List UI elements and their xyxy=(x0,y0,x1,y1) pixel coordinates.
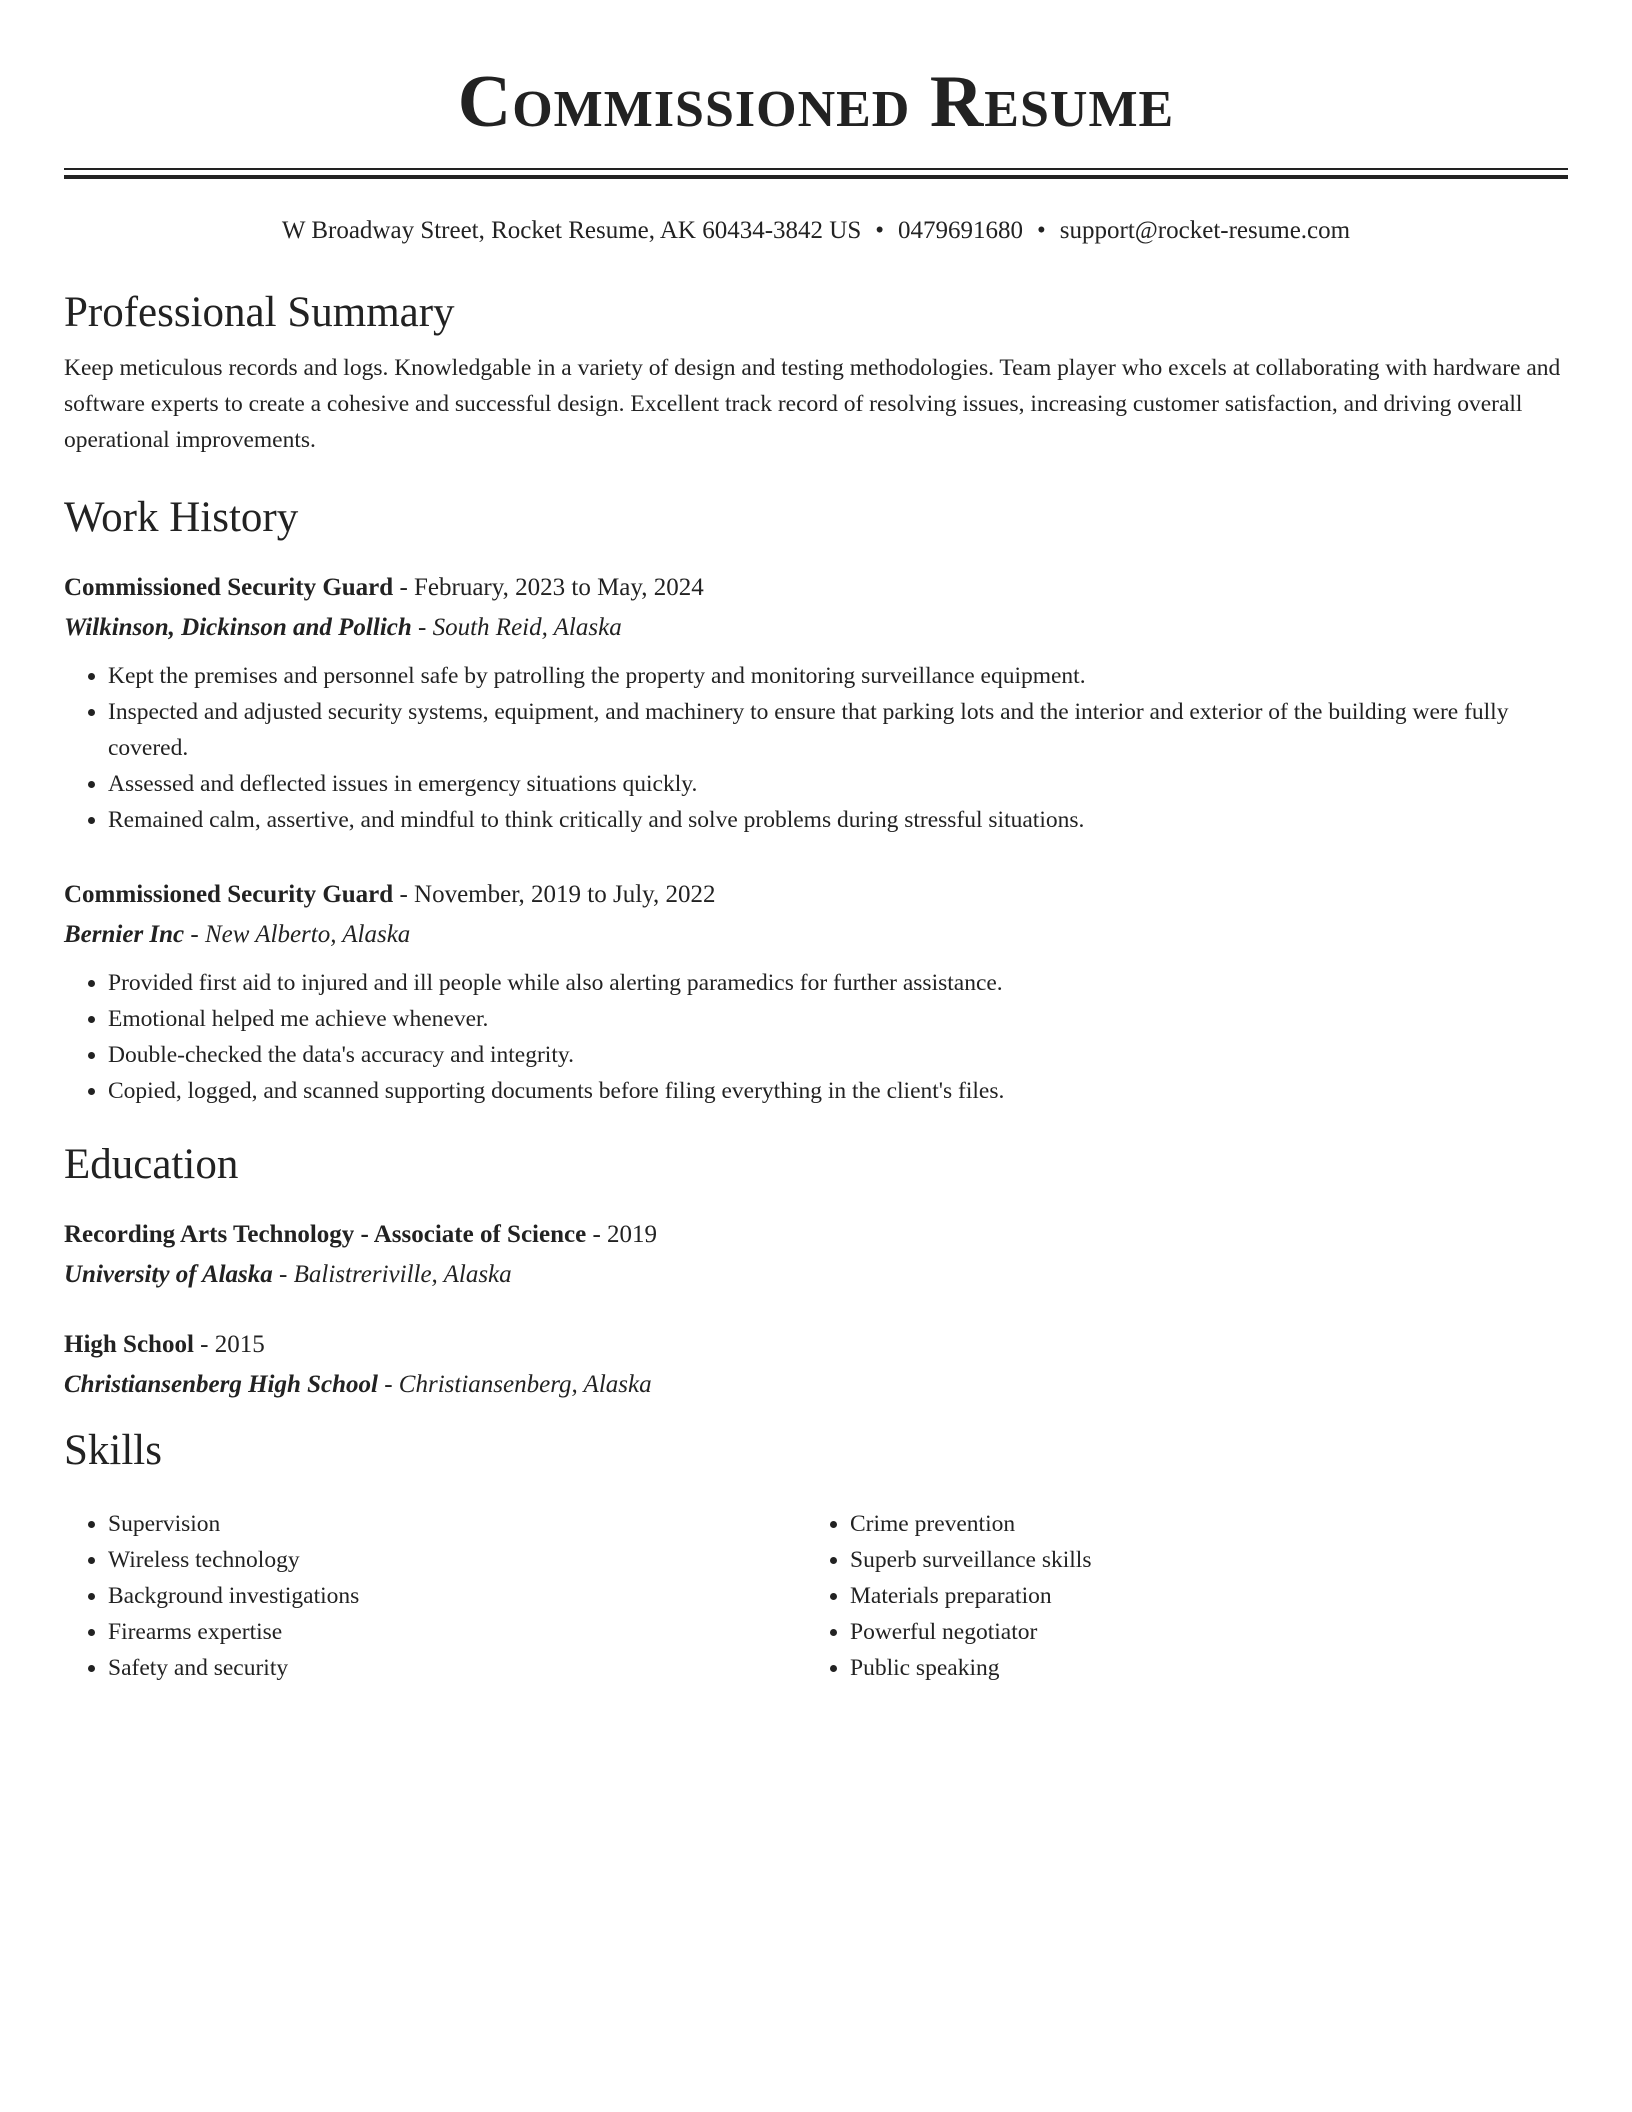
summary-text: Keep meticulous records and logs. Knowledgable in a variety of design and testing methodologies. Team player who excels at collaborating with hardware and software experts to create a cohesive and successful design. Excellent track record of resolving issues, increasing customer satisfaction, and driving overall operational improvements. xyxy=(64,355,1561,453)
list-item: • Firearms expertise xyxy=(108,1614,764,1650)
list-item: • Safety and security xyxy=(108,1650,764,1686)
list-item: • Inspected and adjusted security systems, equipment, and machinery to ensure that parking lots and the interior and exterior of the building were fully covered. xyxy=(108,694,1568,766)
education-section xyxy=(64,1138,1568,1192)
list-item: • Wireless technology xyxy=(108,1542,764,1578)
section-heading: Skills xyxy=(64,1427,162,1474)
contact-email: support@rocket-resume.com xyxy=(1059,217,1351,244)
list-item: • Emotional helped me achieve whenever. xyxy=(108,1001,1568,1037)
school-location: - Christiansenberg, Alaska xyxy=(377,1371,652,1398)
job-duties-list xyxy=(64,658,1568,838)
list-item: • Background investigations xyxy=(108,1578,764,1614)
job-duties-list xyxy=(64,965,1568,1109)
school-name: University of Alaska xyxy=(64,1261,273,1288)
job-company: Wilkinson, Dickinson and Pollich xyxy=(64,614,412,641)
skills-section xyxy=(64,1424,1568,1478)
list-item: • Kept the premises and personnel safe by patrolling the property and monitoring surveillance equipment. xyxy=(108,658,1568,694)
summary-section xyxy=(64,286,1568,458)
job-dates: - November, 2019 to July, 2022 xyxy=(393,881,716,908)
job-entry xyxy=(64,570,1568,838)
skills-column-right xyxy=(806,1506,1506,1686)
contact-separator: • xyxy=(875,217,885,244)
job-location: - South Reid, Alaska xyxy=(411,614,622,641)
list-item: • Assessed and deflected issues in emergency situations quickly. xyxy=(108,766,1568,802)
list-item: • Copied, logged, and scanned supporting documents before filing everything in the client's files. xyxy=(108,1073,1568,1109)
list-item: • Superb surveillance skills xyxy=(850,1542,1506,1578)
section-heading: Education xyxy=(64,1141,239,1188)
contact-line xyxy=(64,213,1568,249)
school-name: Christiansenberg High School xyxy=(64,1371,378,1398)
contact-separator: • xyxy=(1037,217,1046,244)
job-title: Commissioned Security Guard xyxy=(64,574,394,601)
degree-name: High School xyxy=(64,1331,194,1358)
contact-phone: 0479691680 xyxy=(898,217,1024,244)
list-item: • Provided first aid to injured and ill people while also alerting paramedics for further assistance. xyxy=(108,965,1568,1001)
skills-list xyxy=(806,1506,1506,1686)
section-heading: Work History xyxy=(64,494,299,541)
resume-title: Commissioned Resume xyxy=(457,61,1175,143)
education-entry xyxy=(64,1217,1568,1293)
title-divider-thin xyxy=(64,168,1568,170)
degree-year: - 2015 xyxy=(193,1331,265,1358)
list-item: • Supervision xyxy=(108,1506,764,1542)
title-divider-thick xyxy=(64,175,1568,179)
degree-name: Recording Arts Technology - Associate of Science xyxy=(64,1221,587,1248)
skills-list xyxy=(64,1506,764,1686)
skills-columns xyxy=(64,1506,1568,1706)
skills-column-left xyxy=(64,1506,764,1686)
list-item: • Materials preparation xyxy=(850,1578,1506,1614)
contact-address: W Broadway Street, Rocket Resume, AK 60434-3842 US xyxy=(281,217,862,244)
school-location: - Balistreriville, Alaska xyxy=(272,1261,512,1288)
job-location: - New Alberto, Alaska xyxy=(184,921,411,948)
list-item: • Public speaking xyxy=(850,1650,1506,1686)
section-heading: Professional Summary xyxy=(64,289,455,336)
list-item: • Remained calm, assertive, and mindful to think critically and solve problems during stressful situations. xyxy=(108,802,1568,838)
job-company: Bernier Inc xyxy=(64,921,185,948)
degree-year: - 2019 xyxy=(586,1221,658,1248)
job-title: Commissioned Security Guard xyxy=(64,881,394,908)
list-item: • Double-checked the data's accuracy and integrity. xyxy=(108,1037,1568,1073)
list-item: • Crime prevention xyxy=(850,1506,1506,1542)
list-item: • Powerful negotiator xyxy=(850,1614,1506,1650)
education-entry xyxy=(64,1327,1568,1403)
job-entry xyxy=(64,877,1568,1109)
work-history-section xyxy=(64,491,1568,545)
job-dates: - February, 2023 to May, 2024 xyxy=(393,574,704,601)
